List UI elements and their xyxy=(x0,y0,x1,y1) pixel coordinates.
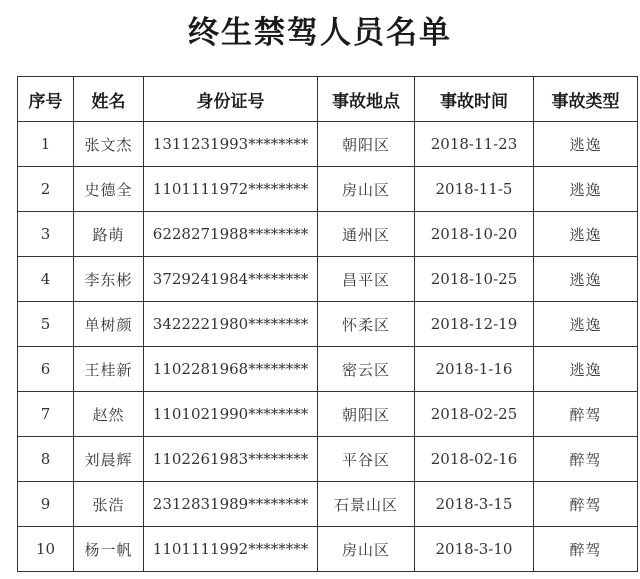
cell-name: 史德全 xyxy=(74,167,144,212)
cell-id-number: 3422221980******** xyxy=(144,302,318,347)
cell-index: 6 xyxy=(18,347,74,392)
cell-index: 2 xyxy=(18,167,74,212)
cell-accident-place: 密云区 xyxy=(318,347,415,392)
header-id-number: 身份证号 xyxy=(144,77,318,122)
cell-id-number: 2312831989******** xyxy=(144,482,318,527)
cell-id-number: 1102261983******** xyxy=(144,437,318,482)
cell-accident-time: 2018-12-19 xyxy=(415,302,534,347)
cell-name: 张文杰 xyxy=(74,122,144,167)
cell-accident-type: 醉驾 xyxy=(534,482,638,527)
cell-accident-place: 朝阳区 xyxy=(318,392,415,437)
document-title: 终生禁驾人员名单 xyxy=(188,15,452,51)
cell-accident-place: 怀柔区 xyxy=(318,302,415,347)
cell-accident-time: 2018-11-23 xyxy=(415,122,534,167)
table-row xyxy=(18,257,638,302)
cell-index: 7 xyxy=(18,392,74,437)
header-row xyxy=(18,77,638,122)
cell-index: 9 xyxy=(18,482,74,527)
table-row xyxy=(18,302,638,347)
table-row xyxy=(18,212,638,257)
cell-accident-type: 醉驾 xyxy=(534,392,638,437)
cell-accident-time: 2018-1-16 xyxy=(415,347,534,392)
cell-accident-type: 逃逸 xyxy=(534,257,638,302)
cell-id-number: 1311231993******** xyxy=(144,122,318,167)
header-accident-type: 事故类型 xyxy=(534,77,638,122)
cell-name: 张浩 xyxy=(74,482,144,527)
cell-index: 3 xyxy=(18,212,74,257)
cell-accident-time: 2018-3-10 xyxy=(415,527,534,572)
cell-id-number: 1102281968******** xyxy=(144,347,318,392)
cell-id-number: 3729241984******** xyxy=(144,257,318,302)
cell-accident-type: 逃逸 xyxy=(534,122,638,167)
cell-name: 单树颜 xyxy=(74,302,144,347)
table-body xyxy=(18,122,638,572)
table-row xyxy=(18,482,638,527)
cell-index: 8 xyxy=(18,437,74,482)
cell-id-number: 1101111972******** xyxy=(144,167,318,212)
cell-accident-place: 石景山区 xyxy=(318,482,415,527)
cell-accident-time: 2018-10-20 xyxy=(415,212,534,257)
cell-id-number: 1101021990******** xyxy=(144,392,318,437)
cell-accident-place: 房山区 xyxy=(318,527,415,572)
cell-accident-place: 通州区 xyxy=(318,212,415,257)
cell-name: 王桂新 xyxy=(74,347,144,392)
cell-id-number: 1101111992******** xyxy=(144,527,318,572)
table-row xyxy=(18,122,638,167)
cell-accident-place: 朝阳区 xyxy=(318,122,415,167)
table-header xyxy=(18,77,638,122)
table-row xyxy=(18,347,638,392)
cell-accident-type: 醉驾 xyxy=(534,527,638,572)
table-row xyxy=(18,527,638,572)
table-row xyxy=(18,437,638,482)
header-accident-place: 事故地点 xyxy=(318,77,415,122)
cell-name: 李东彬 xyxy=(74,257,144,302)
cell-accident-time: 2018-10-25 xyxy=(415,257,534,302)
header-index: 序号 xyxy=(18,77,74,122)
cell-accident-type: 逃逸 xyxy=(534,167,638,212)
cell-index: 10 xyxy=(18,527,74,572)
cell-id-number: 6228271988******** xyxy=(144,212,318,257)
cell-name: 赵然 xyxy=(74,392,144,437)
cell-name: 路萌 xyxy=(74,212,144,257)
banned-drivers-table xyxy=(17,76,638,572)
cell-name: 刘晨辉 xyxy=(74,437,144,482)
cell-accident-type: 逃逸 xyxy=(534,347,638,392)
cell-accident-time: 2018-3-15 xyxy=(415,482,534,527)
cell-accident-type: 醉驾 xyxy=(534,437,638,482)
cell-accident-type: 逃逸 xyxy=(534,302,638,347)
cell-accident-place: 房山区 xyxy=(318,167,415,212)
cell-index: 5 xyxy=(18,302,74,347)
cell-accident-place: 平谷区 xyxy=(318,437,415,482)
table-row xyxy=(18,167,638,212)
table-row xyxy=(18,392,638,437)
cell-accident-time: 2018-02-25 xyxy=(415,392,534,437)
cell-accident-time: 2018-02-16 xyxy=(415,437,534,482)
cell-index: 4 xyxy=(18,257,74,302)
cell-accident-place: 昌平区 xyxy=(318,257,415,302)
header-name: 姓名 xyxy=(74,77,144,122)
cell-index: 1 xyxy=(18,122,74,167)
header-accident-time: 事故时间 xyxy=(415,77,534,122)
cell-accident-type: 逃逸 xyxy=(534,212,638,257)
cell-accident-time: 2018-11-5 xyxy=(415,167,534,212)
cell-name: 杨一帆 xyxy=(74,527,144,572)
